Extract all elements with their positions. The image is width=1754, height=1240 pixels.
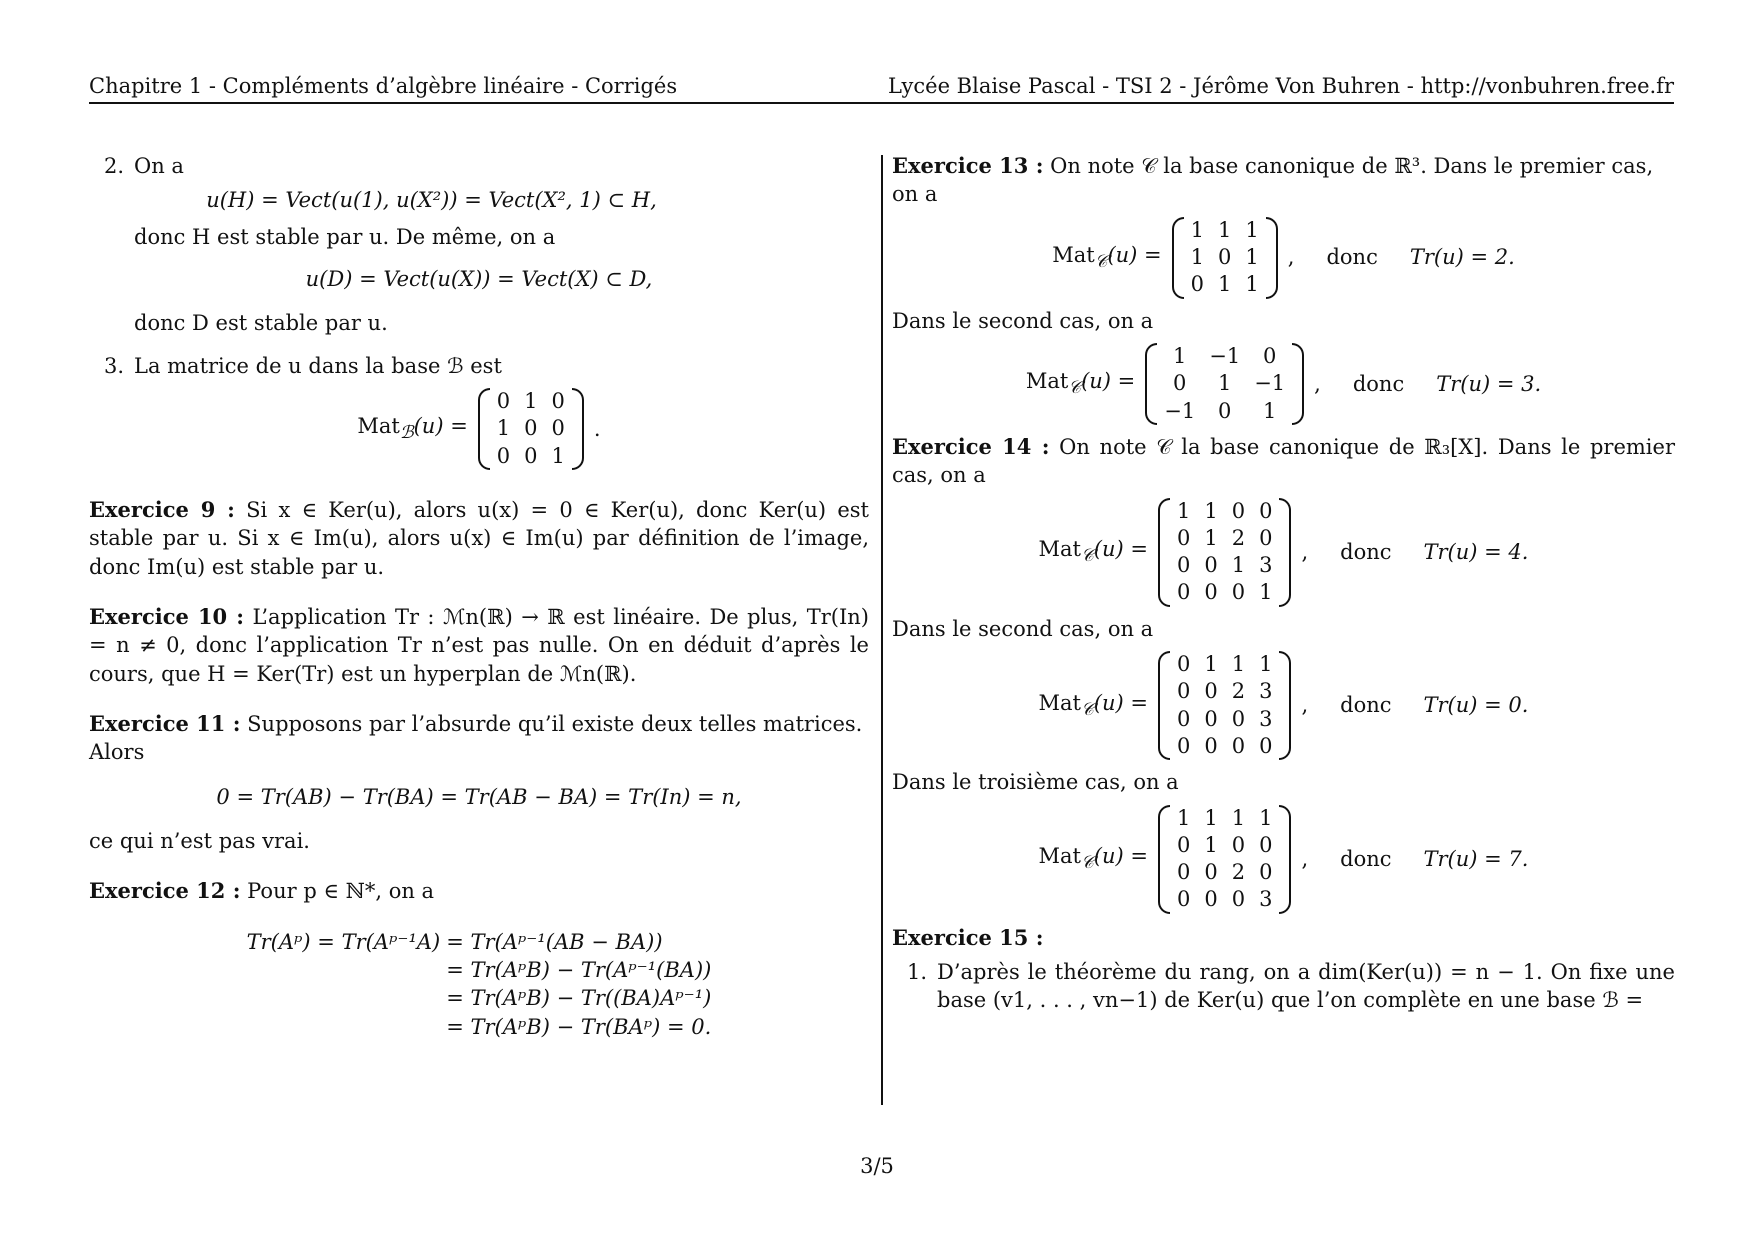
header-chapter: Chapitre 1 - Compléments d’algèbre linéaire - Corrigés xyxy=(89,74,678,98)
matrix xyxy=(1158,651,1292,760)
trace-value: Tr(u) = 0. xyxy=(1423,693,1529,718)
matrix xyxy=(1172,217,1278,299)
mat-subscript: 𝒞 xyxy=(1081,853,1094,874)
align-line: = Tr(AᵖB) − Tr((BA)Aᵖ⁻¹) xyxy=(446,986,712,1011)
mat-subscript: 𝒞 xyxy=(1081,699,1094,720)
matrix-cell: 0 xyxy=(1204,679,1218,704)
matrix-cell: 1 xyxy=(1173,343,1187,368)
matrix-cell: 1 xyxy=(1245,244,1259,269)
matrix-cell: 0 xyxy=(1218,244,1232,269)
matrix-cell: 0 xyxy=(1176,706,1191,731)
align-line: = Tr(AᵖB) − Tr(Aᵖ⁻¹(BA)) xyxy=(446,958,712,983)
matrix-cell: 1 xyxy=(496,416,511,441)
donc-word: donc xyxy=(1340,846,1392,871)
matrix-cell: 3 xyxy=(1259,679,1273,704)
third-case-14: Dans le troisième cas, on a xyxy=(892,770,1179,795)
matrix-cell: 1 xyxy=(551,443,565,468)
matrix-cell: 1 xyxy=(1204,832,1218,857)
mat-label: Mat xyxy=(1038,690,1081,715)
mat-arg: (u) = xyxy=(1093,844,1148,869)
align-lhs: Tr(Aᵖ) = Tr(Aᵖ⁻¹A) xyxy=(246,929,441,954)
matrix-cell: 1 xyxy=(1204,805,1218,830)
matrix-14a-equation: Mat$_𝒞$(u) = 1 1 0 0 0 1 2 0 0 0 1 3 0 0 0 1 , donc Tr(u) = 4. xyxy=(892,498,1675,607)
matrix-cell: 3 xyxy=(1259,706,1273,731)
matrix xyxy=(1145,343,1304,425)
exercise-9 xyxy=(89,496,869,581)
exercise-10 xyxy=(89,603,869,688)
matrix-13b-equation: Mat$_𝒞$(u) = 1 −1 0 0 1 −1 −1 0 1 , donc Tr(u) = 3. xyxy=(892,343,1675,425)
matrix-cell: 0 xyxy=(1231,887,1246,912)
matrix-cell: 1 xyxy=(1231,553,1246,578)
exercise-14 xyxy=(892,433,1675,490)
matrix-cell: 1 xyxy=(1218,371,1232,396)
matrix-cell: 0 xyxy=(496,443,511,468)
matrix-cell: 0 xyxy=(1259,733,1273,758)
exercise-14-title: Exercice 14 : xyxy=(892,433,1050,459)
matrix-cell: 1 xyxy=(1204,652,1218,677)
mat-label: Mat xyxy=(1025,368,1069,393)
donc-word: donc xyxy=(1340,693,1392,718)
exercise-11-conclusion: ce qui n’est pas vrai. xyxy=(89,829,310,854)
matrix-cell: 1 xyxy=(1245,217,1259,242)
mat-subscript: 𝒞 xyxy=(1094,251,1108,272)
matrix-cell: 1 xyxy=(1245,272,1259,297)
item-2 xyxy=(89,152,869,338)
matrix-cell: −1 xyxy=(1254,371,1286,396)
matrix-cell: −1 xyxy=(1209,343,1241,368)
mat-subscript: ℬ xyxy=(399,423,414,444)
exercise-11-title: Exercice 11 : xyxy=(89,711,241,737)
matrix-cell: 1 xyxy=(1231,652,1246,677)
matrix-cell: 1 xyxy=(1190,244,1205,269)
matrix-14c-equation: Mat$_𝒞$(u) = 1 1 1 1 0 1 0 0 0 0 2 0 0 0 0 3 , donc Tr(u) = 7. xyxy=(892,805,1675,914)
equation-uH: u(H) = Vect(u(1), u(X²)) = Vect(X², 1) ⊂ H, xyxy=(206,188,657,213)
exercise-12-title: Exercice 12 : xyxy=(89,878,241,904)
trace-value: Tr(u) = 4. xyxy=(1423,539,1529,564)
matrix-cell: 0 xyxy=(1259,525,1273,550)
matrix-cell: 0 xyxy=(1176,679,1191,704)
item-number: 1. xyxy=(907,960,928,985)
matrix-cell: 0 xyxy=(496,389,511,414)
matrix-cell: 1 xyxy=(1190,217,1205,242)
mat-arg: (u) = xyxy=(1107,242,1162,267)
exercise-14-text: On note 𝒞 la base canonique de ℝ₃[X]. Dans le premier cas, on a xyxy=(892,434,1675,488)
mat-label: Mat xyxy=(357,414,400,439)
mat-arg: (u) = xyxy=(1093,690,1148,715)
matrix-cell: 1 xyxy=(1259,805,1273,830)
page-header xyxy=(89,72,1674,104)
matrix-cell: 0 xyxy=(1190,272,1205,297)
matrix-cell: 0 xyxy=(524,443,538,468)
mat-label: Mat xyxy=(1052,242,1095,267)
exercise-9-text: Si x ∈ Ker(u), alors u(x) = 0 ∈ Ker(u), donc Ker(u) est stable par u. Si x ∈ Im(u), alors u(x) ∈ Im(u) par définition de l’image, donc Im(u) est stable par u. xyxy=(89,497,869,579)
mat-arg: (u) = xyxy=(1093,537,1148,562)
item-2-conclusion: donc D est stable par u. xyxy=(134,311,388,336)
equation-uD: u(D) = Vect(u(X)) = Vect(X) ⊂ D, xyxy=(305,267,653,292)
exercise-10-text: L’application Tr : ℳn(ℝ) → ℝ est linéaire. De plus, Tr(In) = n ≠ 0, donc l’application Tr n’est pas nulle. On en déduit d’après le cours, que H = Ker(Tr) est un hyperplan de ℳn(ℝ). xyxy=(89,604,870,686)
column-divider xyxy=(881,155,883,1105)
matrix-B-equation xyxy=(89,388,869,470)
exercise-15-title: Exercice 15 : xyxy=(892,924,1044,950)
matrix-cell: −1 xyxy=(1164,398,1196,423)
exercise-15-item-1 xyxy=(892,958,1675,1015)
matrix-cell: 0 xyxy=(1176,860,1191,885)
exercise-11 xyxy=(89,710,869,855)
left-column xyxy=(89,152,869,1049)
mat-label: Mat xyxy=(1038,844,1081,869)
donc-word: donc xyxy=(1326,245,1378,270)
trace-value: Tr(u) = 3. xyxy=(1436,371,1542,396)
exercise-12 xyxy=(89,877,869,1049)
matrix-cell: 0 xyxy=(1231,706,1246,731)
exercise-11-text: Supposons par l’absurde qu’il existe deux telles matrices. Alors xyxy=(89,712,863,765)
matrix-cell: 3 xyxy=(1259,887,1273,912)
second-case-13: Dans le second cas, on a xyxy=(892,308,1154,333)
matrix-cell: 1 xyxy=(1176,805,1191,830)
matrix-cell: 0 xyxy=(1204,553,1218,578)
matrix-14b-equation: Mat$_𝒞$(u) = 0 1 1 1 0 0 2 3 0 0 0 3 0 0 0 0 , donc Tr(u) = 0. xyxy=(892,651,1675,760)
donc-word: donc xyxy=(1340,539,1392,564)
mat-arg: (u) = xyxy=(413,414,468,439)
mat-arg: (u) = xyxy=(1081,368,1136,393)
item-number: 2. xyxy=(104,154,125,178)
exercise-15-text: D’après le théorème du rang, on a dim(Ker(u)) = n − 1. On fixe une base (v1, . . . , vn−1) de Ker(u) que l’on complète en une base ℬ = xyxy=(937,960,1675,1013)
matrix-cell: 0 xyxy=(1204,733,1218,758)
exercise-12-align xyxy=(247,928,712,1041)
item-3 xyxy=(89,352,869,470)
matrix-cell: 1 xyxy=(1218,217,1232,242)
donc-word: donc xyxy=(1352,371,1405,396)
matrix-cell: 1 xyxy=(1262,398,1277,423)
matrix-cell: 0 xyxy=(1176,553,1191,578)
page-number: 3/5 xyxy=(860,1154,894,1178)
header-author: Lycée Blaise Pascal - TSI 2 - Jérôme Von Buhren - http://vonbuhren.free.fr xyxy=(887,74,1674,98)
matrix-cell: 0 xyxy=(1176,832,1191,857)
matrix-cell: 2 xyxy=(1231,679,1246,704)
matrix xyxy=(1158,498,1292,607)
matrix-cell: 1 xyxy=(1231,805,1246,830)
matrix-cell: 0 xyxy=(1176,580,1191,605)
exercise-13-text: On note 𝒞 la base canonique de ℝ³. Dans le premier cas, on a xyxy=(892,154,1654,207)
item-3-intro: La matrice de u dans la base ℬ est xyxy=(134,353,502,378)
exercise-9-title: Exercice 9 : xyxy=(89,496,235,522)
mat-subscript: 𝒞 xyxy=(1081,546,1094,567)
matrix-cell: 0 xyxy=(1218,398,1232,423)
mat-subscript: 𝒞 xyxy=(1068,378,1082,399)
matrix-cell: 0 xyxy=(1176,733,1191,758)
matrix-cell: 0 xyxy=(1259,498,1273,523)
align-line: = Tr(Aᵖ⁻¹(AB − BA)) xyxy=(446,929,663,954)
matrix-cell: 2 xyxy=(1231,860,1246,885)
item-2-text: donc H est stable par u. De même, on a xyxy=(134,224,556,249)
matrix-cell: 1 xyxy=(1204,498,1218,523)
matrix-cell: 0 xyxy=(1204,860,1218,885)
matrix-cell: 3 xyxy=(1259,553,1273,578)
matrix-cell: 0 xyxy=(1204,887,1218,912)
period: . xyxy=(593,416,601,441)
exercise-11-equation: 0 = Tr(AB) − Tr(BA) = Tr(AB − BA) = Tr(In) = n, xyxy=(216,784,742,809)
right-column xyxy=(892,152,1675,1015)
matrix-cell: 0 xyxy=(1262,343,1277,368)
matrix-cell: 0 xyxy=(1259,860,1273,885)
matrix-cell: 0 xyxy=(551,416,565,441)
exercise-13-title: Exercice 13 : xyxy=(892,153,1044,178)
matrix-cell: 2 xyxy=(1231,525,1246,550)
item-number: 3. xyxy=(104,353,125,378)
second-case-14: Dans le second cas, on a xyxy=(892,616,1154,641)
exercise-15 xyxy=(892,924,1675,1015)
matrix-cell: 0 xyxy=(1173,371,1187,396)
matrix-cell: 0 xyxy=(551,389,565,414)
matrix-cell: 0 xyxy=(1231,832,1246,857)
matrix-B xyxy=(478,388,584,470)
matrix-cell: 1 xyxy=(1259,652,1273,677)
matrix-cell: 1 xyxy=(1176,498,1191,523)
align-line: = Tr(AᵖB) − Tr(BAᵖ) = 0. xyxy=(446,1014,712,1039)
matrix-cell: 0 xyxy=(1204,580,1218,605)
matrix-cell: 0 xyxy=(1231,498,1246,523)
exercise-12-text: Pour p ∈ ℕ*, on a xyxy=(247,879,435,904)
mat-label: Mat xyxy=(1038,537,1081,562)
matrix-13a-equation: Mat$_𝒞$(u) = 1 1 1 1 0 1 0 1 1 , donc Tr(u) = 2. xyxy=(892,217,1675,299)
matrix-cell: 0 xyxy=(1231,733,1246,758)
trace-value: Tr(u) = 2. xyxy=(1409,245,1515,270)
matrix-cell: 0 xyxy=(524,416,538,441)
matrix-cell: 1 xyxy=(524,389,538,414)
matrix-cell: 0 xyxy=(1176,652,1191,677)
matrix xyxy=(1158,805,1292,914)
matrix-cell: 0 xyxy=(1231,580,1246,605)
matrix-cell: 0 xyxy=(1176,525,1191,550)
matrix-cell: 1 xyxy=(1259,580,1273,605)
exercise-10-title: Exercice 10 : xyxy=(89,603,245,629)
matrix-cell: 0 xyxy=(1204,706,1218,731)
exercise-13 xyxy=(892,152,1675,209)
matrix-cell: 1 xyxy=(1204,525,1218,550)
item-2-intro: On a xyxy=(134,154,184,178)
matrix-cell: 0 xyxy=(1259,832,1273,857)
trace-value: Tr(u) = 7. xyxy=(1423,846,1529,871)
matrix-cell: 0 xyxy=(1176,887,1191,912)
matrix-cell: 1 xyxy=(1218,272,1232,297)
